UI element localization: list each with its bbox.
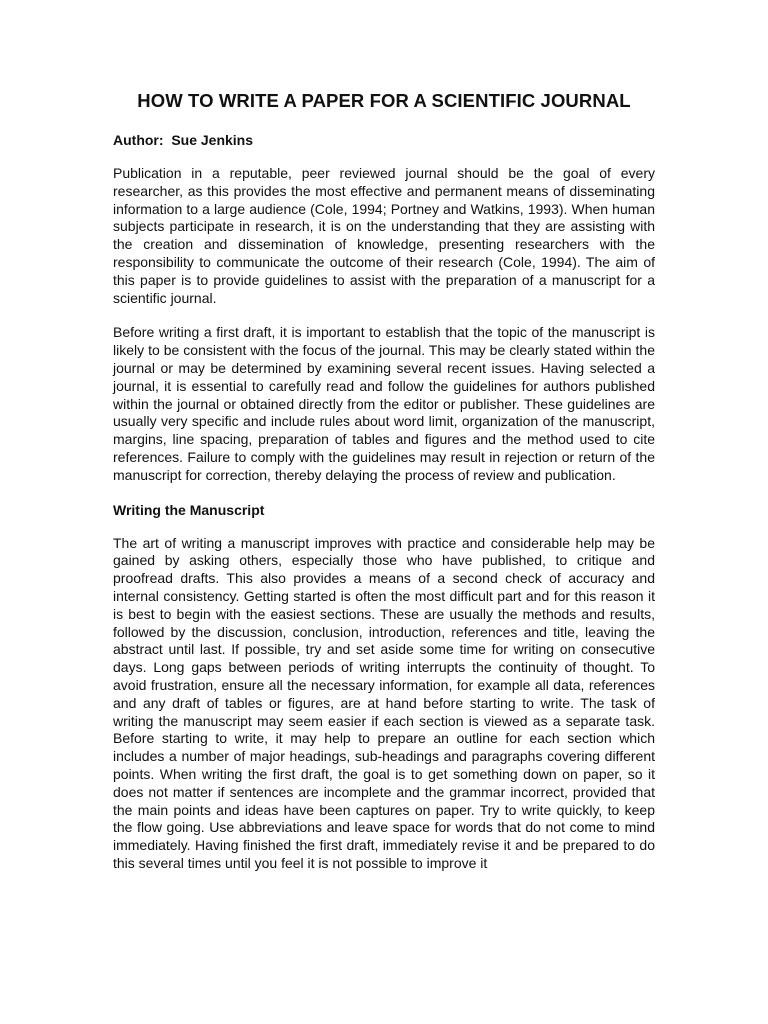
intro-paragraph-1: Publication in a reputable, peer reviewed journal should be the goal of every researcher, as this provides the most effective and permanent means of disseminating information to a large audience (Cole, 1994; Portney and Watkins, 1993). When human subjects participate in research, it is on the understanding that they are assisting with the creation and dissemination of knowledge, presenting researchers with the responsibility to communicate the outcome of their research (Cole, 1994). The aim of this paper is to provide guidelines to assist with the preparation of a manuscript for a scientific journal. <box>113 165 655 306</box>
section-paragraph: The art of writing a manuscript improves with practice and considerable help may be gained by asking others, especially those who have published, to critique and proofread drafts. This also provides a means of a second check of accuracy and internal consistency. Getting started is often the most difficult part and for this reason it is best to begin with the easiest sections. These are usually the methods and results, followed by the discussion, conclusion, introduction, references and title, leaving the abstract until last. If possible, try and set aside some time for writing on consecutive days. Long gaps between periods of writing interrupts the continuity of thought. To avoid frustration, ensure all the necessary information, for example all data, references and any draft of tables or figures, are at hand before starting to write. The task of writing the manuscript may seem easier if each section is viewed as a separate task. Before starting to write, it may help to prepare an outline for each section which includes a number of major headings, sub-headings and paragraphs covering different points. When writing the first draft, the goal is to get something down on paper, so it does not matter if sentences are incomplete and the grammar incorrect, provided that the main points and ideas have been captures on paper. Try to write quickly, to keep the flow going. Use abbreviations and leave space for words that do not come to mind immediately. Having finished the first draft, immediately revise it and be prepared to do this several times until you feel it is not possible to improve it <box>113 534 655 871</box>
intro-paragraph-2: Before writing a first draft, it is important to establish that the topic of the manuscript is likely to be consistent with the focus of the journal. This may be clearly stated within the journal or may be determined by examining several recent issues. Having selected a journal, it is essential to carefully read and follow the guidelines for authors published within the journal or obtained directly from the editor or publisher. These guidelines are usually very specific and include rules about word limit, organization of the manuscript, margins, line spacing, preparation of tables and figures and the method used to cite references. Failure to comply with the guidelines may result in rejection or return of the manuscript for correction, thereby delaying the process of review and publication. <box>113 324 655 483</box>
document-title: HOW TO WRITE A PAPER FOR A SCIENTIFIC JOURNAL <box>137 90 631 111</box>
section-heading: Writing the Manuscript <box>113 501 265 518</box>
author-line: Author: Sue Jenkins <box>113 132 254 148</box>
